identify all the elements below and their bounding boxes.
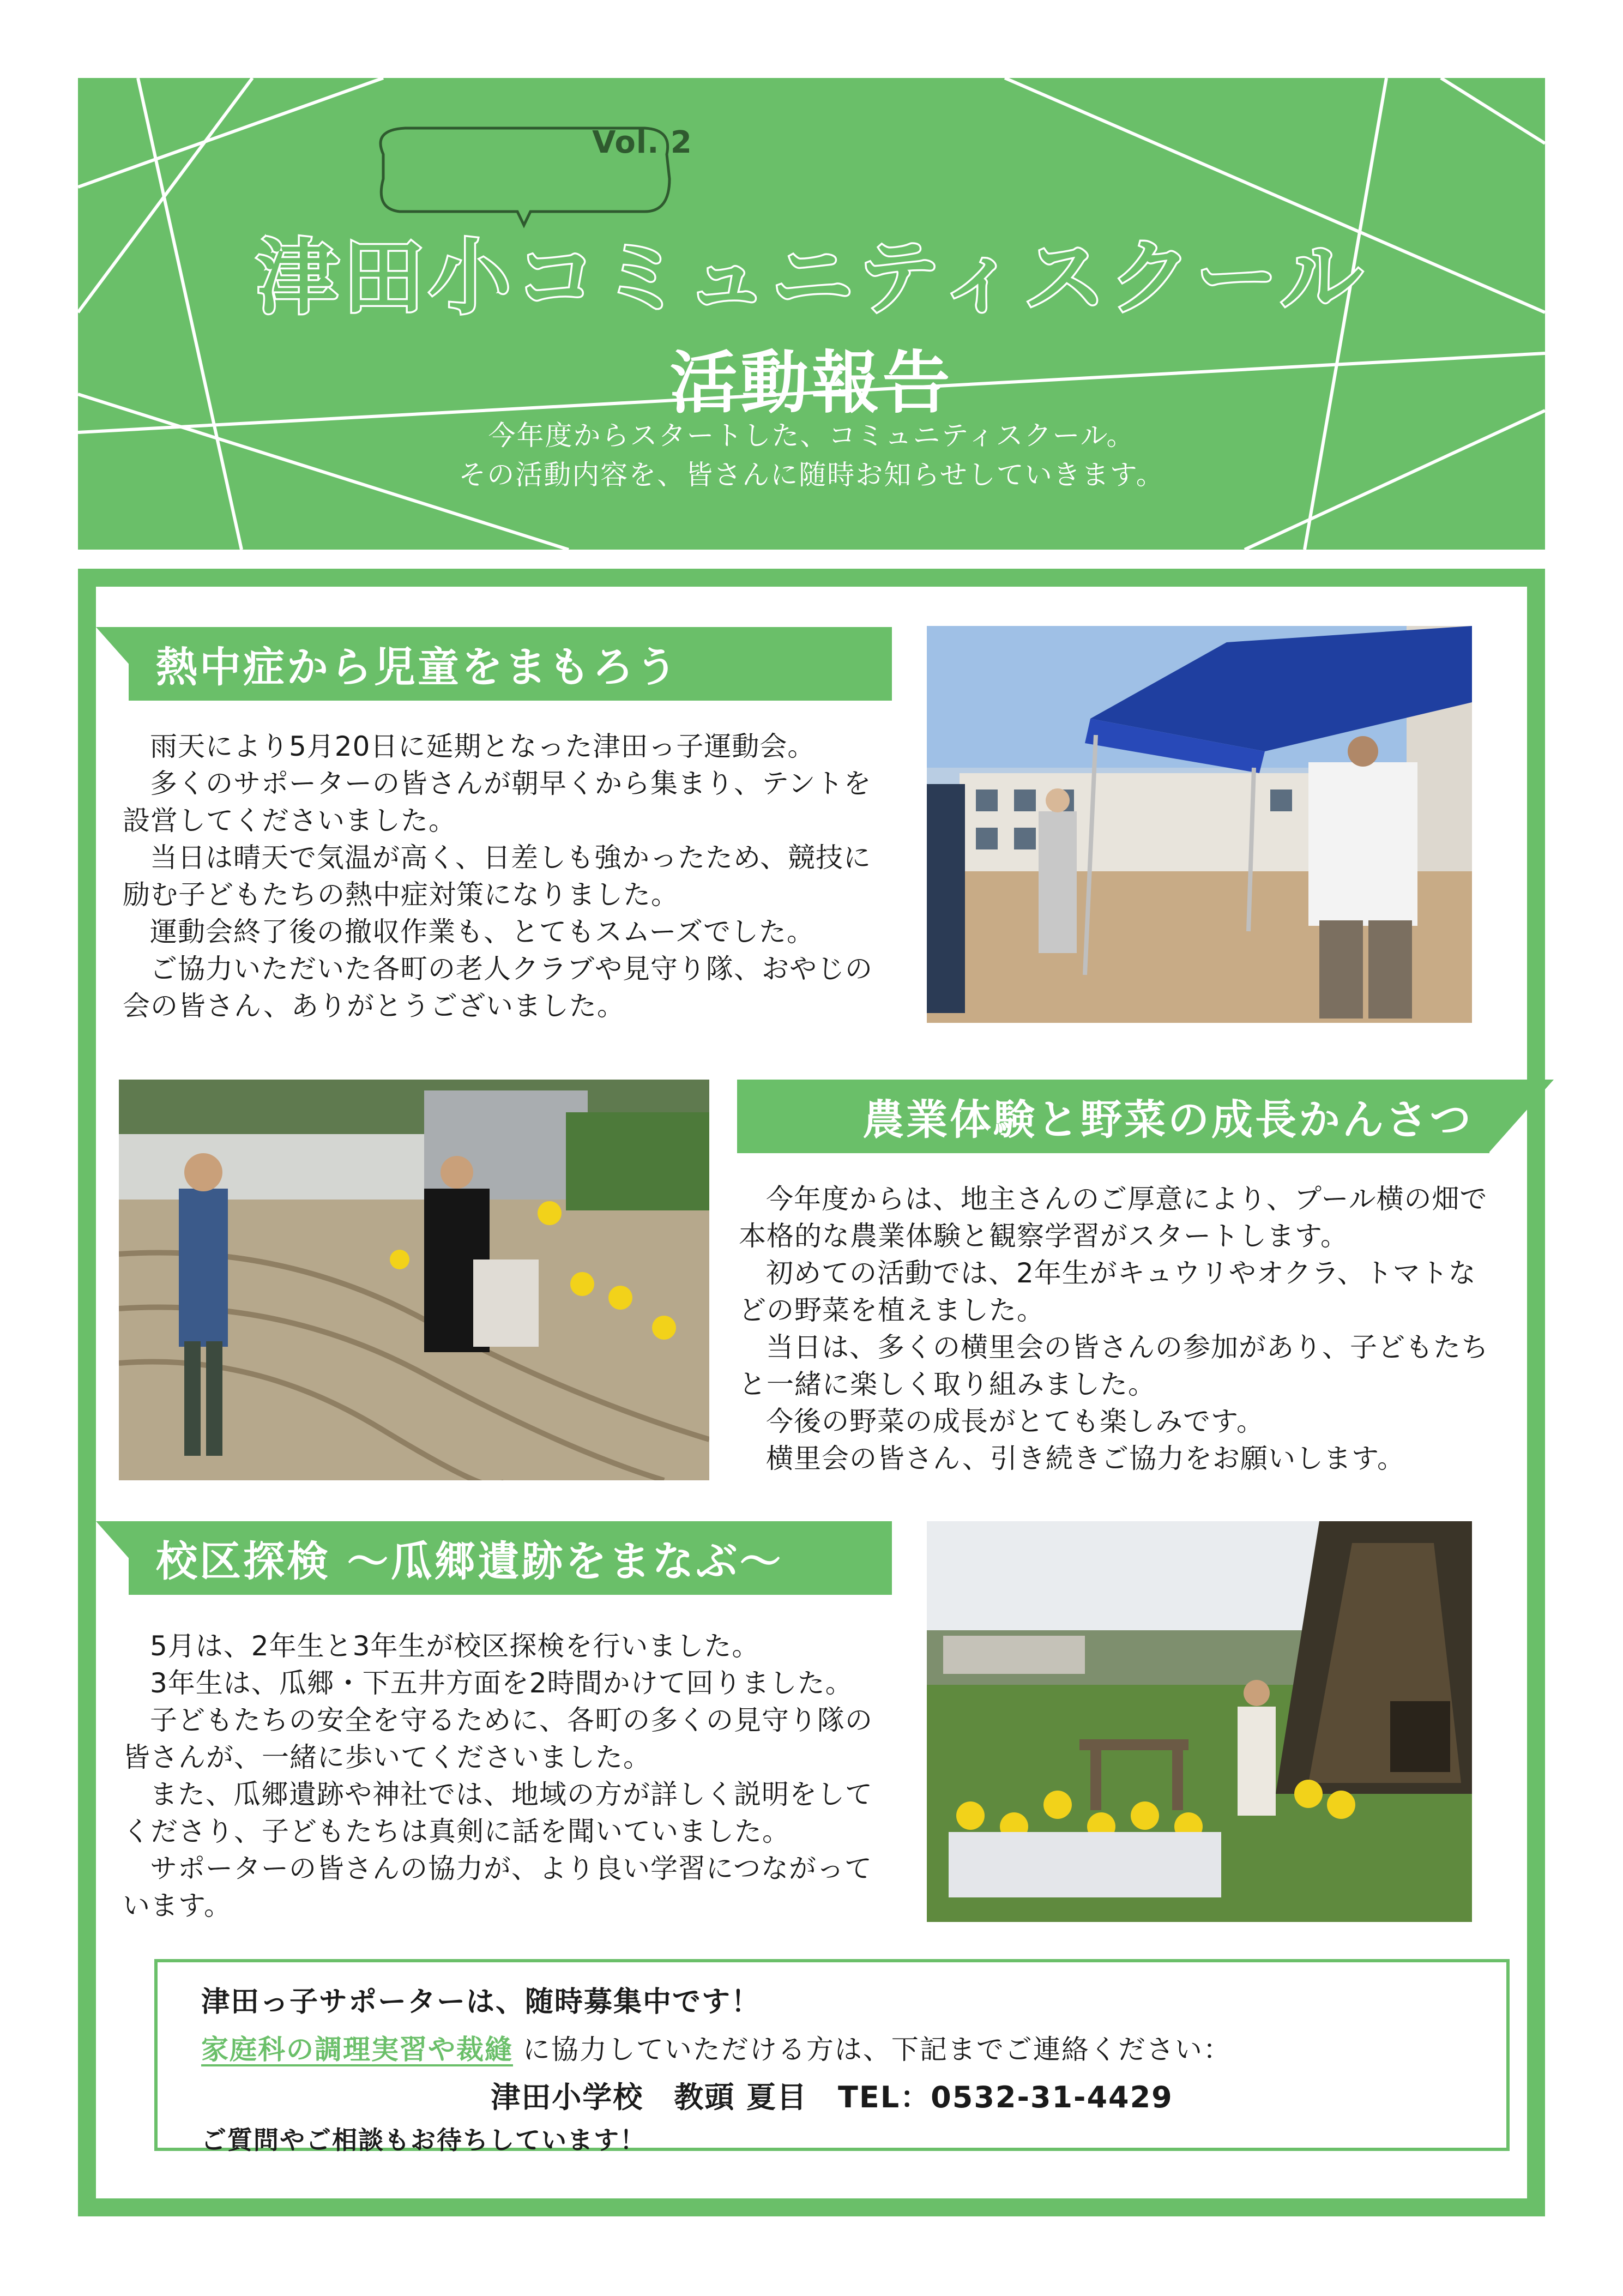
contact-box bbox=[154, 1959, 1510, 2155]
section-2-para-4: 今後の野菜の成長がとても楽しみです。 bbox=[766, 1406, 1264, 1437]
section-1-heading bbox=[129, 627, 892, 701]
contact-phone: 津田小学校 教頭 夏目 TEL：0532-31-4429 bbox=[491, 2080, 1173, 2114]
contact-note: ご質問やご相談もお待ちしています！ bbox=[201, 2125, 646, 2155]
section-1-para-5: ご協力いただいた各町の老人クラブや見守り隊、おやじの会の皆さん、ありがとうございました。 bbox=[123, 953, 873, 1022]
section-2-heading bbox=[737, 1080, 1489, 1153]
section-3-para-1: 5月は、2年生と3年生が校区探検を行いました。 bbox=[150, 1630, 760, 1662]
recruit-detail-rest: に協力していただける方は、下記までご連絡ください： bbox=[522, 2034, 1232, 2065]
intro-line-1: 今年度からスタートした、コミュニティスクール。 bbox=[488, 420, 1135, 451]
recruit-headline: 津田っ子サポーターは、随時募集中です！ bbox=[201, 1986, 761, 2018]
ruins-tour-photo bbox=[927, 1521, 1472, 1922]
highlight-link[interactable]: 家庭科の調理実習や裁縫 bbox=[201, 2034, 513, 2065]
page-subtitle: 活動報告 bbox=[669, 344, 954, 423]
section-3-heading bbox=[129, 1521, 892, 1595]
section-2-body bbox=[739, 1180, 1502, 1477]
section-2-para-1: 今年度からは、地主さんのご厚意により、プール横の畑で本格的な農業体験と観察学習がスタートします。 bbox=[739, 1183, 1488, 1252]
page-title: 津田小コミュニティスクール bbox=[256, 231, 1367, 326]
intro-text bbox=[78, 416, 1545, 495]
section-3-heading-text: 校区探検 ～瓜郷遺跡をまなぶ～ bbox=[156, 1537, 783, 1586]
volume-label: Vol. 2 bbox=[592, 125, 692, 160]
tent-setup-photo bbox=[927, 626, 1472, 1023]
section-3-para-5: サポーターの皆さんの協力が、より良い学習につながっています。 bbox=[123, 1853, 872, 1921]
section-3-para-2: 3年生は、瓜郷・下五井方面を2時間かけて回りました。 bbox=[150, 1667, 853, 1699]
farm-planting-photo bbox=[119, 1080, 709, 1480]
section-1-para-1: 雨天により5月20日に延期となった津田っ子運動会。 bbox=[150, 731, 816, 762]
section-2-para-2: 初めての活動では、2年生がキュウリやオクラ、トマトなどの野菜を植えました。 bbox=[739, 1257, 1476, 1326]
section-1-heading-text: 熱中症から児童をまもろう bbox=[156, 643, 679, 691]
section-1-para-4: 運動会終了後の撤収作業も、とてもスムーズでした。 bbox=[150, 916, 814, 948]
header-banner bbox=[78, 78, 1545, 550]
section-1-para-3: 当日は晴天で気温が高く、日差しも強かったため、競技に励む子どもたちの熱中症対策になりました。 bbox=[123, 842, 871, 911]
section-2-corner bbox=[1488, 1080, 1554, 1153]
section-2-heading-text: 農業体験と野菜の成長かんさつ bbox=[862, 1095, 1473, 1144]
section-1-body bbox=[123, 728, 880, 1025]
section-3-para-3: 子どもたちの安全を守るために、各町の多くの見守り隊の皆さんが、一緒に歩いてくださいました。 bbox=[123, 1704, 873, 1773]
section-1-para-2: 多くのサポーターの皆さんが朝早くから集まり、テントを設営してくださいました。 bbox=[123, 768, 872, 836]
section-2-para-5: 横里会の皆さん、引き続きご協力をお願いします。 bbox=[766, 1443, 1405, 1474]
section-2-para-3: 当日は、多くの横里会の皆さんの参加があり、子どもたちと一緒に楽しく取り組みました。 bbox=[739, 1331, 1489, 1400]
recruit-detail bbox=[201, 2028, 1232, 2067]
section-3-body bbox=[123, 1628, 886, 1924]
intro-line-2: その活動内容を、皆さんに随時お知らせしていきます。 bbox=[458, 459, 1165, 491]
section-3-para-4: また、瓜郷遺跡や神社では、地域の方が詳しく説明をしてくださり、子どもたちは真剣に話を聞いていました。 bbox=[123, 1779, 873, 1847]
